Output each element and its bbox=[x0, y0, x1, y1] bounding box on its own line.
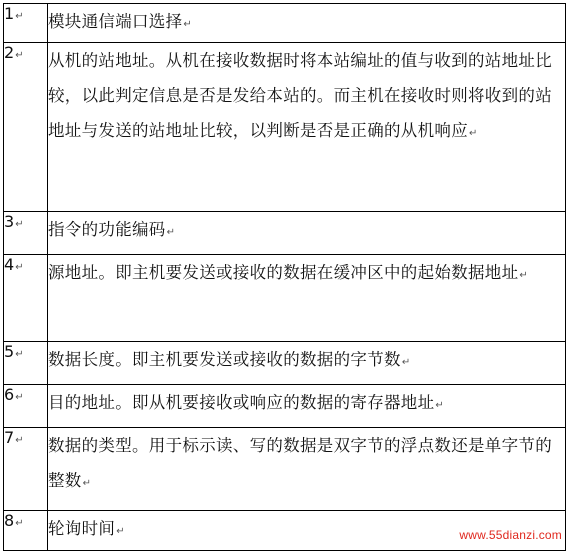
row-description: 轮询时间 bbox=[48, 519, 116, 538]
paragraph-mark-icon: ↵ bbox=[469, 128, 478, 139]
site-watermark: www.55dianzi.com bbox=[459, 528, 562, 542]
paragraph-mark-icon: ↵ bbox=[15, 435, 24, 446]
table-row bbox=[4, 255, 566, 342]
paragraph-mark-icon: ↵ bbox=[15, 219, 24, 230]
row-number-cell bbox=[4, 43, 48, 212]
paragraph-mark-icon: ↵ bbox=[15, 518, 24, 529]
row-number: 2 bbox=[4, 43, 15, 62]
row-number-cell bbox=[4, 342, 48, 385]
paragraph-mark-icon: ↵ bbox=[15, 11, 24, 22]
row-number-cell bbox=[4, 4, 48, 43]
paragraph-mark-icon: ↵ bbox=[519, 270, 529, 281]
row-number: 6 bbox=[4, 385, 15, 404]
row-number: 1 bbox=[4, 4, 15, 23]
table-row bbox=[4, 342, 566, 385]
paragraph-mark-icon: ↵ bbox=[15, 349, 24, 360]
row-number-cell bbox=[4, 385, 48, 428]
row-description: 模块通信端口选择 bbox=[48, 12, 183, 31]
paragraph-mark-icon: ↵ bbox=[15, 50, 24, 61]
table-row bbox=[4, 428, 566, 511]
paragraph-mark-icon: ↵ bbox=[15, 262, 24, 273]
paragraph-mark-icon: ↵ bbox=[401, 357, 411, 368]
row-description: 指令的功能编码 bbox=[48, 220, 166, 239]
row-description: 源地址。即主机要发送或接收的数据在缓冲区中的起始数据地址 bbox=[48, 263, 519, 282]
row-number: 4 bbox=[4, 255, 15, 274]
row-description: 从机的站地址。从机在接收数据时将本站编址的值与收到的站地址比较，以此判定信息是否是发给本站的。而主机在接收时则将收到的站地址与发送的站地址比较，以判断是否是正确的从机响应 bbox=[48, 51, 552, 140]
paragraph-mark-icon: ↵ bbox=[82, 478, 92, 489]
row-number: 8 bbox=[4, 511, 15, 530]
row-number-cell bbox=[4, 428, 48, 511]
table-row bbox=[4, 43, 566, 212]
row-description-cell bbox=[48, 342, 566, 385]
row-description-cell bbox=[48, 212, 566, 255]
row-description: 数据的类型。用于标示读、写的数据是双字节的浮点数还是单字节的整数 bbox=[48, 436, 552, 490]
row-description-cell bbox=[48, 428, 566, 511]
row-number-cell bbox=[4, 212, 48, 255]
paragraph-mark-icon: ↵ bbox=[116, 526, 125, 537]
row-number: 3 bbox=[4, 212, 15, 231]
row-number: 7 bbox=[4, 428, 15, 447]
row-description: 目的地址。即从机要接收或响应的数据的寄存器地址 bbox=[48, 393, 435, 412]
table-row bbox=[4, 385, 566, 428]
paragraph-mark-icon: ↵ bbox=[166, 227, 176, 238]
table-row bbox=[4, 212, 566, 255]
parameter-table bbox=[3, 3, 566, 551]
row-description-cell bbox=[48, 385, 566, 428]
row-description-cell bbox=[48, 43, 566, 212]
paragraph-mark-icon: ↵ bbox=[183, 19, 193, 30]
paragraph-mark-icon: ↵ bbox=[435, 400, 445, 411]
row-number-cell bbox=[4, 255, 48, 342]
table-row bbox=[4, 4, 566, 43]
row-description-cell bbox=[48, 255, 566, 342]
row-number-cell bbox=[4, 511, 48, 551]
paragraph-mark-icon: ↵ bbox=[15, 392, 24, 403]
row-number: 5 bbox=[4, 342, 15, 361]
row-description-cell bbox=[48, 4, 566, 43]
row-description: 数据长度。即主机要发送或接收的数据的字节数 bbox=[48, 350, 401, 369]
